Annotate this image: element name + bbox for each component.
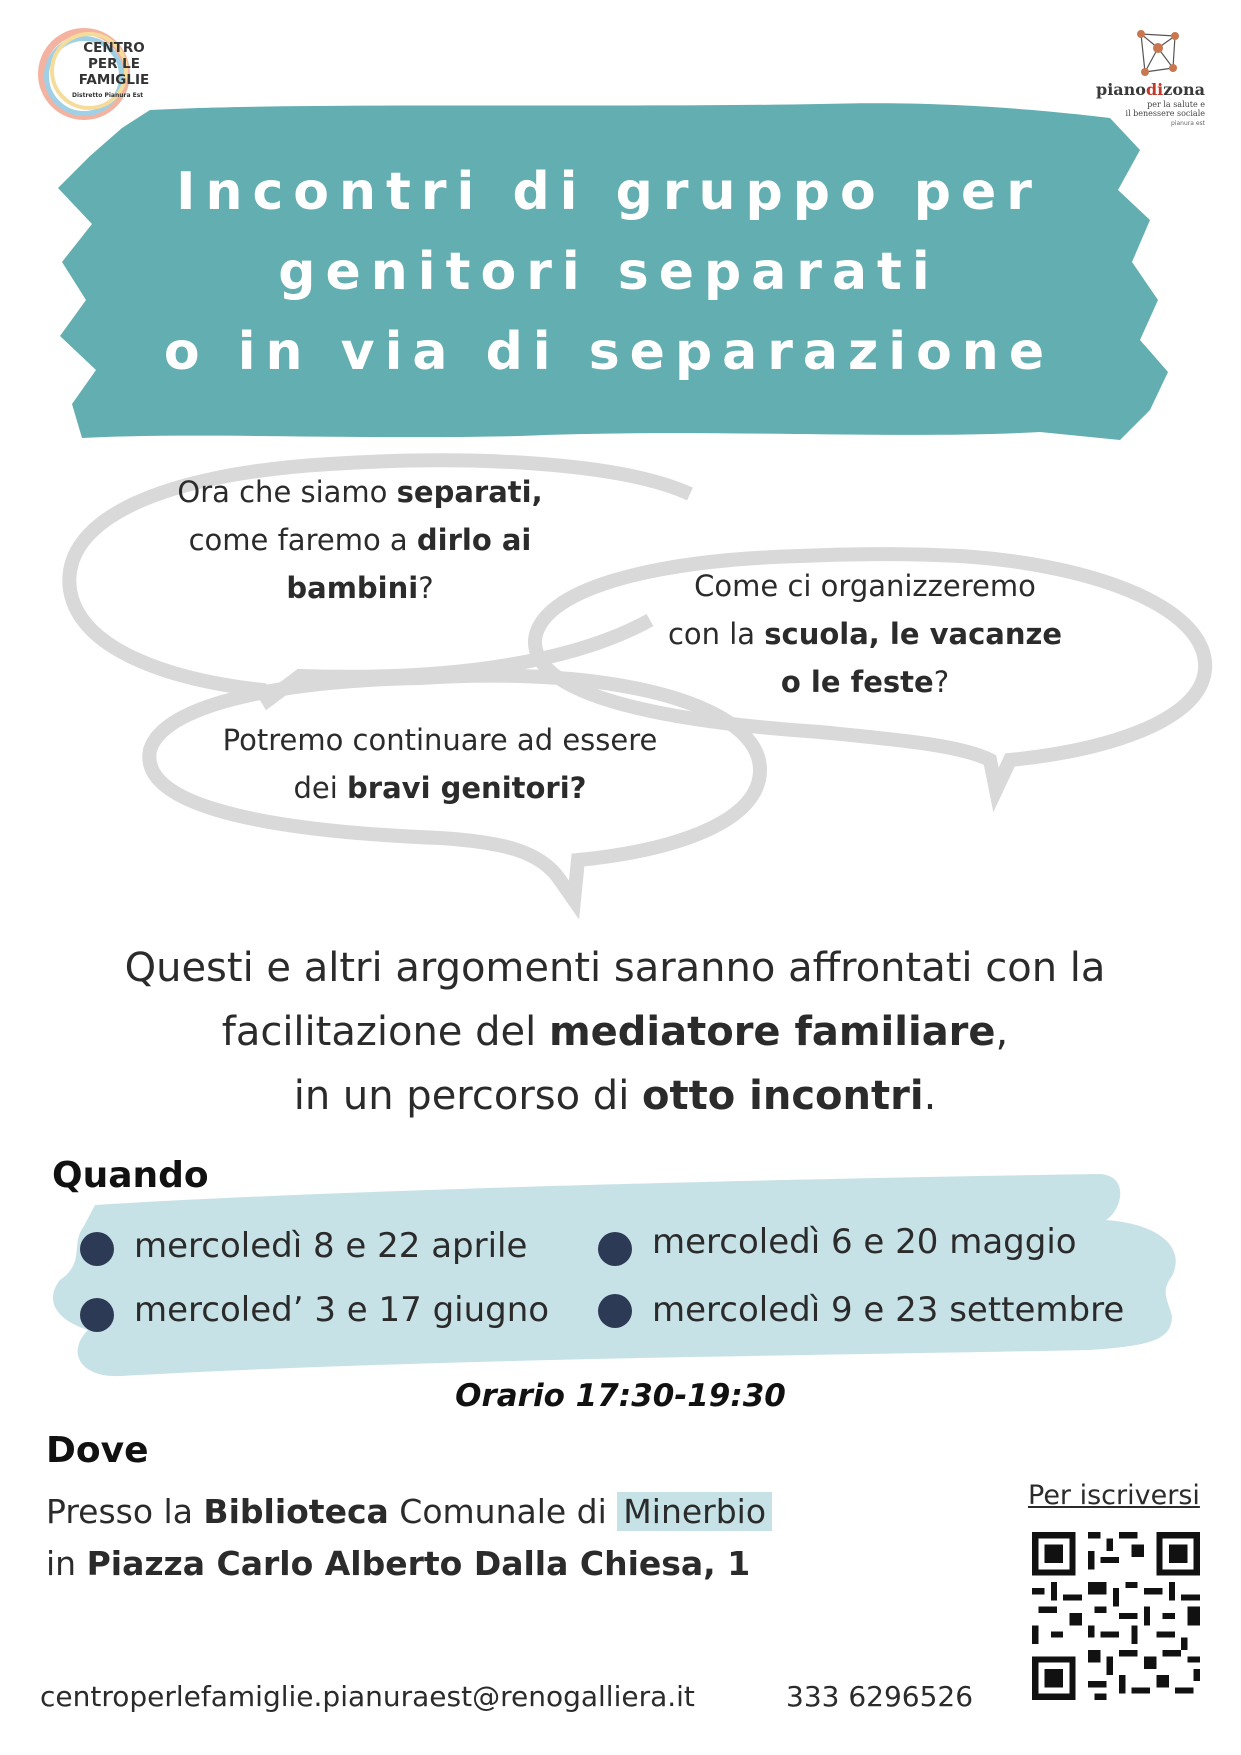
logo-right-area: pianura est — [1171, 120, 1205, 127]
title-line-2: genitori separati — [278, 242, 940, 302]
logo-left-line1: CENTRO — [83, 40, 145, 56]
question-1: Ora che siamo separati, come faremo a dirlo ai bambini? — [177, 475, 543, 605]
schedule-hours: Orario 17:30-19:30 — [455, 1378, 786, 1414]
bullet-dot — [598, 1232, 632, 1266]
address-line-1: Presso la Biblioteca Comunale di Minerbio — [46, 1492, 772, 1531]
piano-di-zona-logo — [1065, 28, 1205, 128]
network-icon — [1133, 28, 1183, 82]
logo-left-line2: PER LE — [87, 56, 141, 72]
date-item: mercoledì 6 e 20 maggio — [652, 1222, 1077, 1262]
logo-left-subtitle: Distretto Pianura Est — [72, 92, 144, 99]
bullet-dot — [598, 1294, 632, 1328]
logo-right-tagline: per la salute e il benessere sociale — [1125, 100, 1205, 118]
logo-right-name: pianodizona — [1096, 80, 1205, 99]
title-line-1: Incontri di gruppo per — [176, 162, 1042, 222]
page-title — [64, 152, 1154, 392]
date-item: mercoledì 9 e 23 settembre — [652, 1290, 1125, 1330]
bullet-dot — [80, 1232, 114, 1266]
where-heading: Dove — [46, 1430, 149, 1471]
question-3: Potremo continuare ad essere dei bravi genitori? — [222, 723, 658, 805]
when-heading: Quando — [52, 1155, 209, 1196]
centro-famiglie-logo — [38, 28, 150, 124]
dates-band — [53, 1174, 1176, 1376]
contact-email[interactable]: centroperlefamiglie.pianuraest@renogalliera.it — [40, 1680, 695, 1713]
signup-link[interactable]: Per iscriversi — [1028, 1480, 1200, 1511]
title-line-3: o in via di separazione — [163, 322, 1055, 382]
bullet-dot — [80, 1298, 114, 1332]
qr-code[interactable] — [1026, 1526, 1206, 1706]
logo-left-line3: FAMIGLIE — [78, 72, 150, 88]
address-line-2: in Piazza Carlo Alberto Dalla Chiesa, 1 — [46, 1544, 751, 1583]
contact-phone[interactable]: 333 6296526 — [786, 1680, 974, 1713]
intro-paragraph: Questi e altri argomenti saranno affrontati con la facilitazione del mediatore familiare, in un percorso di otto incontri. — [124, 945, 1106, 1119]
question-2: Come ci organizzeremo con la scuola, le vacanze o le feste? — [667, 569, 1063, 699]
date-item: mercoled’ 3 e 17 giugno — [134, 1290, 550, 1330]
date-item: mercoledì 8 e 22 aprile — [134, 1226, 528, 1266]
